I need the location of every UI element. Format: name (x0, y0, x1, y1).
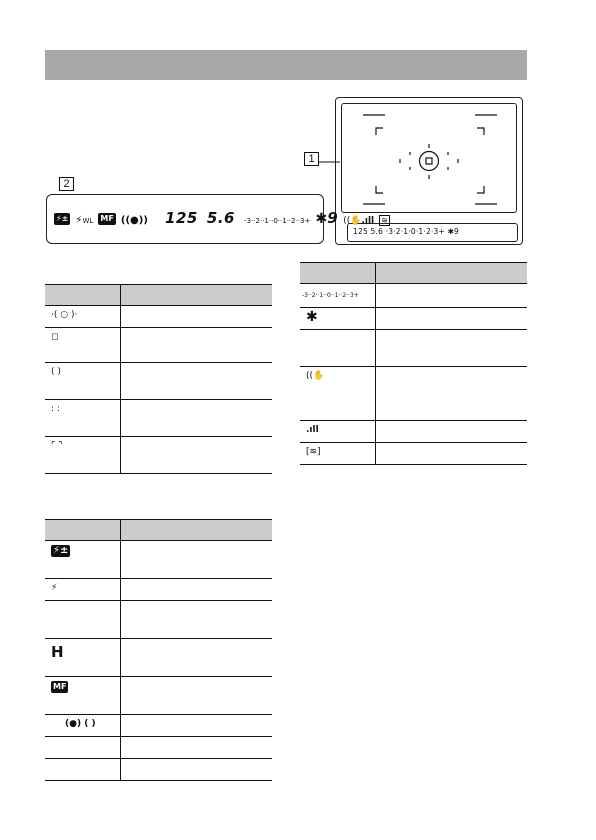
table-row (300, 308, 527, 330)
high-speed-sync-icon: H (45, 639, 121, 677)
table-row (300, 367, 527, 421)
spot-circle-icon: ( ) (45, 363, 121, 400)
blank-icon-cell (45, 759, 121, 781)
callout-1: 1 (304, 152, 319, 166)
table-header (45, 285, 272, 306)
ae-lock-icon: ✱ (315, 211, 328, 227)
steadyshot-icon: ((✋ (343, 216, 362, 226)
callout-2: 2 (59, 177, 74, 191)
table-row (45, 639, 272, 677)
mf-icon: MF (53, 682, 67, 691)
flash-mode-icon: ⚡ (75, 215, 83, 226)
wl-h-icon: WL (82, 217, 94, 225)
table-row (300, 421, 527, 443)
remaining-frames: 9 (327, 209, 339, 227)
table-header (45, 520, 272, 541)
table-row (45, 737, 272, 759)
viewfinder-af-frame-marks (341, 103, 517, 213)
header-cell (45, 285, 121, 306)
table-header (300, 263, 527, 284)
shake-scale-icon: .ıll (300, 421, 376, 443)
viewfinder-info-text: 125 5.6 ·3·2·1·0·1·2·3+ ✱9 (353, 227, 460, 236)
spot-square-icon: ◻ (45, 328, 121, 363)
local-points-icon: : : (45, 400, 121, 437)
header-cell (376, 263, 528, 284)
wide-frame-icon: ⌜ ⌝ (45, 437, 121, 474)
table-focus-frames (45, 284, 272, 474)
table-row (45, 437, 272, 474)
header-cell (121, 520, 273, 541)
table-row (45, 400, 272, 437)
table-row (300, 330, 527, 367)
section-header-bar (45, 50, 527, 80)
blank-icon-cell (45, 737, 121, 759)
table-row (45, 579, 272, 601)
table-row (45, 541, 272, 579)
header-cell (121, 285, 273, 306)
table-row (45, 601, 272, 639)
header-cell (300, 263, 376, 284)
callout-leader-1 (318, 158, 342, 166)
table-flash-focus (45, 519, 272, 781)
table-row (300, 284, 527, 308)
lcd-readout (54, 208, 390, 228)
table-row (45, 363, 272, 400)
table-exposure (300, 262, 527, 465)
flash-icon: ⚡ (45, 579, 121, 601)
header-cell (45, 520, 121, 541)
panorama-icon: [≋] (300, 443, 376, 465)
steadyshot-icon: ((✋ (300, 367, 376, 421)
focus-hold-icon: ((●)) (120, 215, 148, 226)
ev-scale-icon: -3··2··1··0··1··2··3+ (300, 284, 376, 308)
mf-badge: MF (100, 213, 114, 223)
shake-scale-icon: .ıll (361, 216, 375, 226)
table-row (45, 677, 272, 715)
aperture-value: 5.6 (206, 209, 235, 227)
table-row (45, 328, 272, 363)
blank-icon-cell (45, 601, 121, 639)
shutter-speed: 125 (165, 209, 198, 227)
ae-lock-icon: ✱ (300, 308, 376, 330)
flash-comp-icon: ⚡± (56, 213, 69, 223)
focus-indicator-icon: (●) ( ) (45, 715, 121, 737)
table-row (45, 715, 272, 737)
af-area-icon: ·( ○ )· (45, 306, 121, 328)
table-row (300, 443, 527, 465)
flash-comp-icon: ⚡± (53, 545, 69, 556)
table-row (45, 306, 272, 328)
blank-icon-cell (300, 330, 376, 367)
table-row (45, 759, 272, 781)
panorama-icon: ≋ (381, 216, 388, 225)
ev-scale: -3··2··1··0··1··2··3+ (244, 217, 311, 225)
